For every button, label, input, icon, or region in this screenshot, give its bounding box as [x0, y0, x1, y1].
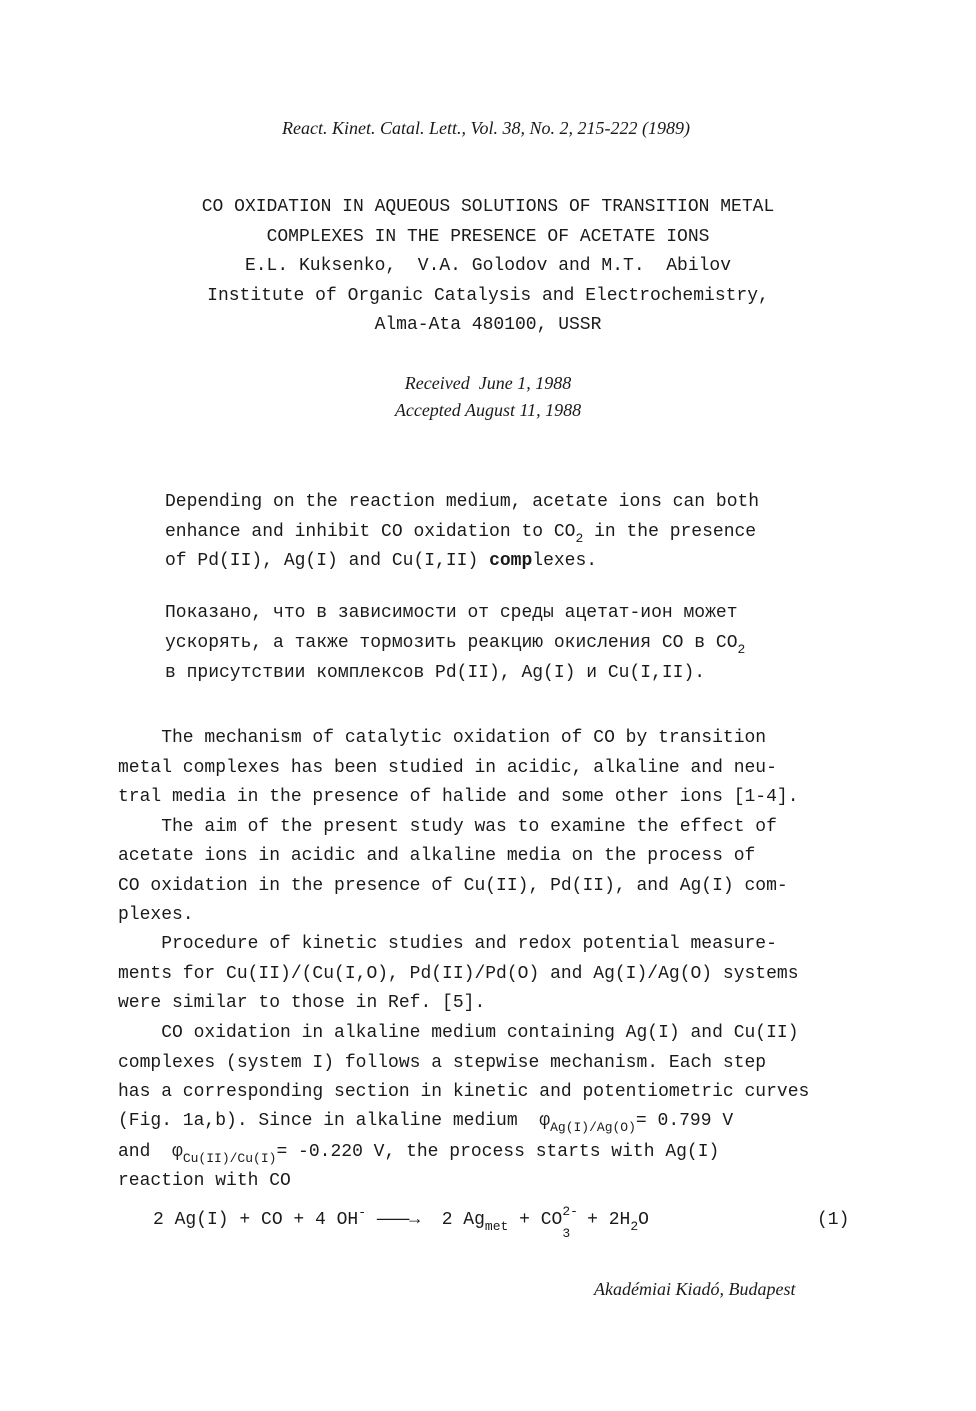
abstract-ru-line-3: в присутствии комплексов Pd(II), Ag(I) и Cu(I,II).: [165, 663, 706, 683]
publisher: Akadémiai Kiadó, Budapest: [594, 1279, 796, 1299]
body-line: acetate ions in acidic and alkaline media on the process of: [118, 846, 756, 866]
abstract-ru-line-2: [165, 631, 745, 655]
body-line: The mechanism of catalytic oxidation of CO by transition: [118, 728, 767, 748]
body-line: CO oxidation in the presence of Cu(II), Pd(II), and Ag(I) com-: [118, 876, 788, 896]
subscript: 2: [630, 1219, 639, 1234]
body-line: [118, 1109, 733, 1133]
abstract-en-text: in the presence: [583, 522, 757, 542]
body-line: tral media in the presence of halide and some other ions [1-4].: [118, 787, 799, 807]
accepted-date: Accepted August 11, 1988: [394, 400, 582, 420]
abstract-ru-line-1: Показано, что в зависимости от среды ацетат-ион может: [165, 603, 738, 623]
equation-rhs: O: [638, 1210, 649, 1230]
equation-1: [153, 1204, 649, 1241]
abstract-en-line-3: [165, 549, 597, 573]
received-date: Received June 1, 1988: [404, 373, 572, 393]
superscript: 2-: [562, 1204, 578, 1219]
body-line: Procedure of kinetic studies and redox potential measure-: [118, 934, 777, 954]
body-line: reaction with CO: [118, 1171, 291, 1191]
affiliation-line-2: Alma-Ata 480100, USSR: [374, 315, 602, 335]
phi-symbol: φ: [539, 1111, 551, 1131]
body-line: CO oxidation in alkaline medium containing Ag(I) and Cu(II): [118, 1023, 799, 1043]
subscript: Cu(II)/Cu(I): [182, 1151, 277, 1166]
superscript: -: [358, 1205, 367, 1220]
body-line: The aim of the present study was to examine the effect of: [118, 817, 777, 837]
equation-rhs: + CO: [508, 1210, 563, 1230]
abstract-en-text: enhance and inhibit CO oxidation to CO: [165, 522, 576, 542]
body-line: metal complexes has been studied in acidic, alkaline and neu-: [118, 758, 777, 778]
reaction-arrow: ———→: [376, 1210, 421, 1230]
body-text: (Fig. 1a,b). Since in alkaline medium: [118, 1111, 540, 1131]
abstract-en-text: lexes.: [532, 551, 598, 571]
journal-citation: React. Kinet. Catal. Lett., Vol. 38, No. 2, 215-222 (1989): [282, 118, 690, 138]
body-text: = 0.799 V: [635, 1111, 734, 1131]
abstract-en-line-2: [165, 520, 756, 544]
body-line: plexes.: [118, 905, 194, 925]
body-line: were similar to those in Ref. [5].: [118, 993, 486, 1013]
subscript: 3: [562, 1226, 571, 1241]
body-text: = -0.220 V, the process starts with Ag(I): [276, 1142, 720, 1162]
abstract-en-bold: comp: [489, 551, 533, 571]
abstract-en-line-1: Depending on the reaction medium, acetate ions can both: [165, 492, 760, 512]
body-line: [118, 1140, 719, 1164]
body-text: and: [118, 1142, 173, 1162]
phi-symbol: φ: [172, 1142, 183, 1162]
body-line: complexes (system I) follows a stepwise mechanism. Each step: [118, 1053, 767, 1073]
title-line-1: CO OXIDATION IN AQUEOUS SOLUTIONS OF TRANSITION METAL: [201, 197, 775, 217]
subscript: Ag(I)/Ag(O): [550, 1120, 636, 1135]
equation-lhs: 2 Ag(I) + CO + 4 OH: [153, 1210, 359, 1230]
body-line: has a corresponding section in kinetic and potentiometric curves: [118, 1082, 810, 1102]
affiliation-line-1: Institute of Organic Catalysis and Electrochemistry,: [207, 286, 769, 306]
abstract-ru-text: ускорять, а также тормозить реакцию окисления CO в CO: [165, 633, 738, 653]
equation-rhs: + 2H: [576, 1210, 631, 1230]
title-line-2: COMPLEXES IN THE PRESENCE OF ACETATE IONS: [266, 227, 710, 247]
body-line: ments for Cu(II)/(Cu(I,O), Pd(II)/Pd(O) and Ag(I)/Ag(O) systems: [118, 964, 799, 984]
subscript: 2: [575, 531, 584, 546]
equation-number: (1): [817, 1210, 850, 1230]
authors: E.L. Kuksenko, V.A. Golodov and M.T. Abilov: [244, 256, 732, 276]
abstract-en-text: of Pd(II), Ag(I) and Cu(I,II): [165, 551, 490, 571]
subscript: met: [484, 1219, 509, 1234]
equation-rhs: 2 Ag: [441, 1210, 485, 1230]
subscript: 2: [737, 642, 746, 657]
